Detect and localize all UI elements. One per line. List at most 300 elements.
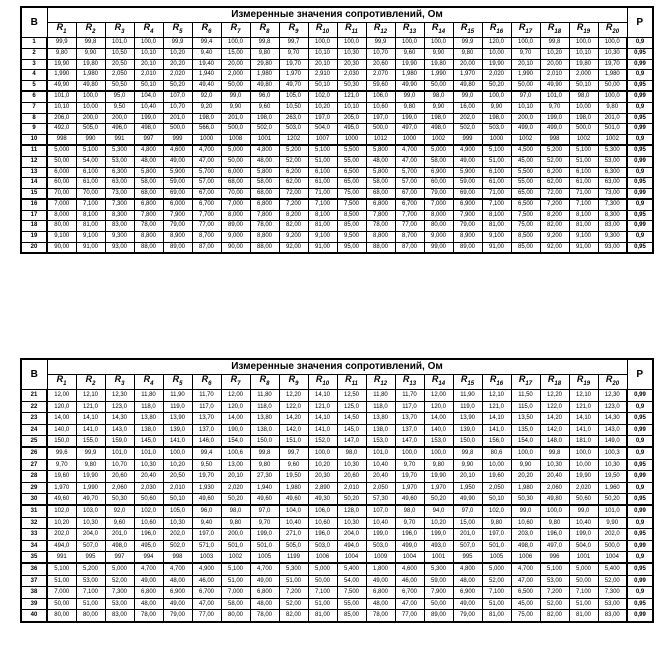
resistance-value: 10,20 [308, 102, 337, 113]
resistance-value: 52,00 [105, 575, 134, 586]
resistance-value: 5,000 [221, 145, 250, 156]
b-header: B [21, 7, 47, 38]
r-letter: R [315, 22, 323, 32]
resistance-value: 99,8 [453, 447, 482, 459]
resistance-value: 81,00 [308, 610, 337, 622]
resistance-value: 14,10 [569, 413, 598, 424]
resistance-value: 105,0 [163, 505, 192, 517]
resistance-value: 571,0 [192, 540, 221, 551]
row-number: 2 [21, 48, 47, 59]
resistance-value: 5,700 [395, 167, 424, 178]
resistance-value: 10,00 [482, 48, 511, 59]
resistance-value: 499,0 [540, 124, 569, 135]
probability-value: 0,99 [627, 59, 653, 70]
resistance-value: 1005 [250, 552, 279, 564]
resistance-value: 50,10 [482, 494, 511, 506]
resistance-value: 99,9 [47, 38, 76, 49]
resistance-value: 196,0 [308, 529, 337, 540]
resistance-value: 5,200 [540, 145, 569, 156]
resistance-value: 19,80 [76, 59, 105, 70]
resistance-value: 10,20 [163, 48, 192, 59]
resistance-value: 14,10 [482, 413, 511, 424]
resistance-value: 100,6 [221, 447, 250, 459]
resistance-value: 49,90 [540, 80, 569, 91]
resistance-value: 48,00 [453, 575, 482, 586]
resistance-value: 99,9 [76, 447, 105, 459]
r-column-header [105, 375, 134, 390]
resistance-value: 496,0 [105, 124, 134, 135]
table-row [21, 471, 653, 482]
resistance-value: 7,700 [395, 210, 424, 221]
row-number: 3 [21, 59, 47, 70]
probability-value: 0,99 [627, 610, 653, 622]
r-letter: R [143, 22, 151, 32]
resistance-value: 4,700 [192, 145, 221, 156]
resistance-value: 7,300 [105, 587, 134, 598]
table-row [21, 156, 653, 167]
resistance-value: 151,0 [279, 436, 308, 448]
resistance-value: 20,00 [453, 59, 482, 70]
probability-value: 0,99 [627, 575, 653, 586]
resistance-value: 82,00 [279, 610, 308, 622]
resistance-value: 1004 [598, 552, 627, 564]
resistance-value: 98,0 [424, 91, 453, 102]
resistance-value: 498,0 [424, 124, 453, 135]
r-column-header [598, 23, 627, 38]
resistance-value: 6,800 [366, 199, 395, 210]
resistance-value: 92,0 [192, 91, 221, 102]
r-letter: R [518, 374, 526, 384]
probability-value: 0,95 [627, 563, 653, 575]
resistance-value: 9,70 [395, 459, 424, 470]
probability-value: 0,9 [627, 447, 653, 459]
resistance-value: 100,0 [134, 38, 163, 49]
resistance-value: 201,0 [163, 113, 192, 124]
resistance-value: 9,80 [250, 48, 279, 59]
row-number: 13 [21, 167, 47, 178]
r-letter: R [315, 374, 323, 384]
resistance-value: 51,00 [221, 575, 250, 586]
resistance-value: 63,00 [105, 178, 134, 189]
resistance-value: 100,0 [337, 38, 366, 49]
resistance-value: 125,0 [337, 401, 366, 412]
r-index: 2 [92, 28, 96, 35]
r-letter: R [230, 374, 238, 384]
r-index: 18 [554, 380, 562, 387]
resistance-value: 121,0 [76, 401, 105, 412]
resistance-value: 501,0 [482, 540, 511, 551]
resistance-value: 6,500 [511, 199, 540, 210]
resistance-value: 9,90 [482, 102, 511, 113]
resistance-value: 998 [540, 134, 569, 145]
table-row [21, 124, 653, 135]
resistance-value: 10,10 [134, 48, 163, 59]
r-index: 9 [295, 28, 299, 35]
resistance-value: 7,100 [76, 199, 105, 210]
resistance-value: 98,0 [337, 447, 366, 459]
resistance-value: 143,0 [598, 424, 627, 435]
resistance-value: 4,700 [134, 563, 163, 575]
resistance-value: 6,200 [540, 167, 569, 178]
r-column-header [308, 23, 337, 38]
resistance-value: 89,00 [163, 242, 192, 253]
resistance-value: 58,00 [424, 156, 453, 167]
resistance-value: 9,000 [424, 232, 453, 243]
probability-value: 0,99 [627, 156, 653, 167]
resistance-value: 1002 [424, 134, 453, 145]
resistance-value: 2,020 [569, 482, 598, 493]
resistance-value: 156,0 [482, 436, 511, 448]
resistance-value: 19,70 [598, 59, 627, 70]
resistance-value: 50,10 [569, 80, 598, 91]
resistance-value: 9,300 [598, 232, 627, 243]
resistance-value: 99,0 [453, 91, 482, 102]
table-row [21, 38, 653, 49]
resistance-value: 99,9 [366, 38, 395, 49]
table-row [21, 113, 653, 124]
resistance-value: 4,500 [511, 145, 540, 156]
resistance-value: 148,0 [540, 436, 569, 448]
resistance-value: 52,00 [482, 575, 511, 586]
table-row [21, 91, 653, 102]
resistance-value: 1,980 [511, 482, 540, 493]
resistance-value: 65,00 [511, 188, 540, 199]
p-header: P [627, 359, 653, 390]
resistance-value: 58,00 [366, 178, 395, 189]
r-index: 6 [208, 380, 212, 387]
resistance-value: 99,0 [511, 505, 540, 517]
resistance-value: 5,100 [482, 145, 511, 156]
resistance-value: 8,100 [76, 210, 105, 221]
resistance-value: 995 [76, 552, 105, 564]
resistance-value: 68,00 [250, 188, 279, 199]
resistance-value: 6,100 [308, 167, 337, 178]
resistance-value: 51,00 [47, 575, 76, 586]
row-number: 24 [21, 424, 47, 435]
probability-value: 0,95 [627, 242, 653, 253]
table-row [21, 552, 653, 564]
row-number: 34 [21, 540, 47, 551]
r-column-header [76, 23, 105, 38]
resistance-value: 9,80 [395, 102, 424, 113]
resistance-value: 19,50 [279, 471, 308, 482]
resistance-value: 19,70 [192, 471, 221, 482]
resistance-value: 90,00 [47, 242, 76, 253]
resistance-value: 7,100 [482, 199, 511, 210]
resistance-value: 118,0 [366, 401, 395, 412]
resistance-value: 19,80 [424, 59, 453, 70]
resistance-value: 138,0 [250, 424, 279, 435]
resistance-value: 49,30 [308, 494, 337, 506]
resistance-value: 7,200 [540, 587, 569, 598]
resistance-value: 91,00 [76, 242, 105, 253]
resistance-value: 50,10 [163, 494, 192, 506]
resistance-value: 2,060 [105, 482, 134, 493]
resistance-value: 123,0 [598, 401, 627, 412]
r-index: 17 [525, 28, 533, 35]
resistance-value: 1,990 [511, 70, 540, 81]
resistance-value: 14,00 [47, 413, 76, 424]
probability-value: 0,95 [627, 459, 653, 470]
resistance-value: 2,000 [569, 70, 598, 81]
resistance-value: 49,60 [47, 494, 76, 506]
resistance-value: 1,970 [47, 482, 76, 493]
resistance-value: 50,20 [163, 80, 192, 91]
resistance-value: 13,80 [134, 413, 163, 424]
resistance-value: 49,00 [163, 598, 192, 609]
resistance-value: 143,0 [105, 424, 134, 435]
resistance-value: 503,0 [279, 124, 308, 135]
resistance-value: 9,90 [598, 517, 627, 528]
resistance-value: 1002 [511, 134, 540, 145]
resistance-value: 12,50 [337, 390, 366, 401]
resistance-value: 9,80 [424, 459, 453, 470]
resistance-value: 54,00 [337, 575, 366, 586]
resistance-value: 71,00 [308, 188, 337, 199]
r-letter: R [402, 374, 410, 384]
resistance-value: 4,700 [250, 563, 279, 575]
probability-value: 0,99 [627, 424, 653, 435]
resistance-value: 5,700 [192, 167, 221, 178]
resistance-value: 5,100 [221, 563, 250, 575]
resistance-value: 1000 [192, 134, 221, 145]
table-row [21, 134, 653, 145]
resistance-value: 100,0 [598, 38, 627, 49]
row-number: 22 [21, 401, 47, 412]
table-row [21, 70, 653, 81]
resistance-value: 10,60 [308, 517, 337, 528]
resistance-value: 2,050 [366, 482, 395, 493]
r-index: 2 [92, 380, 96, 387]
resistance-value: 49,70 [76, 494, 105, 506]
resistance-value: 48,00 [366, 598, 395, 609]
resistance-value: 128,0 [337, 505, 366, 517]
resistance-value: 8,800 [250, 232, 279, 243]
resistance-value: 47,00 [511, 575, 540, 586]
table-row [21, 390, 653, 401]
table-row [21, 563, 653, 575]
resistance-value: 49,60 [279, 494, 308, 506]
resistance-value: 99,7 [279, 38, 308, 49]
resistance-value: 78,00 [134, 610, 163, 622]
resistance-value: 6,900 [453, 587, 482, 598]
resistance-value: 85,00 [511, 242, 540, 253]
resistance-value: 67,00 [192, 188, 221, 199]
resistance-value: 11,90 [453, 390, 482, 401]
resistance-value: 20,50 [105, 59, 134, 70]
resistance-value: 45,00 [511, 156, 540, 167]
resistance-value: 492,0 [47, 124, 76, 135]
resistance-value: 5,900 [163, 167, 192, 178]
resistance-value: 20,30 [337, 59, 366, 70]
resistance-value: 5,500 [511, 167, 540, 178]
resistance-value: 142,0 [279, 424, 308, 435]
r-column-header [279, 375, 308, 390]
row-number: 16 [21, 199, 47, 210]
resistance-value: 7,100 [569, 587, 598, 598]
resistance-value: 6,500 [337, 167, 366, 178]
probability-value: 0,95 [627, 48, 653, 59]
r-letter: R [114, 374, 122, 384]
resistance-value: 20,20 [511, 471, 540, 482]
resistance-value: 6,200 [279, 167, 308, 178]
r-letter: R [460, 374, 468, 384]
r-column-header [76, 375, 105, 390]
resistance-value: 6,900 [453, 199, 482, 210]
probability-value: 0,9 [627, 38, 653, 49]
resistance-value: 83,00 [105, 610, 134, 622]
resistance-value: 12,20 [279, 390, 308, 401]
resistance-value: 5,400 [337, 563, 366, 575]
probability-value: 0,95 [627, 178, 653, 189]
resistance-value: 149,0 [598, 436, 627, 448]
resistance-value: 10,10 [511, 102, 540, 113]
resistance-value: 12,00 [424, 390, 453, 401]
resistance-value: 20,10 [453, 471, 482, 482]
resistance-value: 9,40 [192, 48, 221, 59]
resistance-value: 154,0 [221, 436, 250, 448]
resistance-value: 13,70 [395, 413, 424, 424]
resistance-value: 20,00 [221, 59, 250, 70]
resistance-value: 91,00 [308, 242, 337, 253]
probability-value: 0,99 [627, 124, 653, 135]
table-title: Измеренные значения сопротивлений, Ом [47, 359, 627, 375]
resistance-value: 75,00 [511, 221, 540, 232]
resistance-value: 1000 [482, 134, 511, 145]
resistance-value: 78,00 [250, 610, 279, 622]
resistance-value: 9,80 [221, 517, 250, 528]
r-letter: R [547, 22, 555, 32]
resistance-value: 13,80 [366, 413, 395, 424]
r-letter: R [547, 374, 555, 384]
resistance-value: 20,10 [511, 59, 540, 70]
resistance-value: 10,30 [163, 517, 192, 528]
resistance-value: 6,500 [511, 587, 540, 598]
resistance-value: 92,00 [540, 242, 569, 253]
resistance-value: 53,00 [540, 575, 569, 586]
resistance-value: 89,00 [424, 610, 453, 622]
resistance-value: 81,00 [569, 610, 598, 622]
resistance-value: 10,30 [337, 517, 366, 528]
resistance-value: 53,00 [598, 598, 627, 609]
resistance-value: 202,0 [453, 113, 482, 124]
resistance-value: 6,800 [134, 587, 163, 598]
resistance-value: 67,00 [395, 188, 424, 199]
resistance-value: 69,00 [453, 188, 482, 199]
r-column-header [337, 375, 366, 390]
r-letter: R [288, 374, 296, 384]
resistance-value: 9,90 [424, 102, 453, 113]
resistance-value: 5,900 [453, 167, 482, 178]
resistance-value: 7,500 [511, 210, 540, 221]
resistance-value: 12,00 [221, 390, 250, 401]
resistance-value: 9,60 [250, 102, 279, 113]
resistance-value: 141,0 [569, 424, 598, 435]
resistance-value: 7,900 [424, 587, 453, 598]
resistance-value: 14,10 [308, 390, 337, 401]
resistance-value: 1000 [395, 134, 424, 145]
r-index: 4 [150, 380, 154, 387]
resistance-value: 49,00 [250, 575, 279, 586]
resistance-value: 100,0 [569, 447, 598, 459]
resistance-value: 80,6 [482, 447, 511, 459]
resistance-value: 997 [105, 552, 134, 564]
resistance-value: 5,000 [569, 563, 598, 575]
resistance-value: 93,00 [105, 242, 134, 253]
resistance-value: 7,300 [598, 587, 627, 598]
resistance-value: 202,0 [47, 529, 76, 540]
resistance-value: 59,60 [366, 80, 395, 91]
resistance-value: 49,90 [453, 494, 482, 506]
resistance-value: 10,50 [105, 48, 134, 59]
resistance-value: 504,0 [308, 124, 337, 135]
resistance-value: 10,40 [134, 102, 163, 113]
resistance-value: 1202 [279, 134, 308, 145]
row-number: 18 [21, 221, 47, 232]
resistance-value: 49,60 [395, 494, 424, 506]
resistance-value: 19,90 [482, 59, 511, 70]
resistance-value: 1001 [250, 134, 279, 145]
resistance-value: 6,800 [250, 587, 279, 598]
resistance-value: 2,030 [134, 482, 163, 493]
resistance-value: 5,100 [76, 145, 105, 156]
resistance-value: 97,0 [453, 505, 482, 517]
resistance-value: 120,0 [424, 401, 453, 412]
resistance-value: 1003 [192, 552, 221, 564]
resistance-value: 49,00 [453, 598, 482, 609]
probability-value: 0,95 [627, 145, 653, 156]
resistance-value: 199,0 [540, 113, 569, 124]
resistance-value: 494,0 [337, 540, 366, 551]
row-number: 9 [21, 124, 47, 135]
resistance-value: 150,0 [250, 436, 279, 448]
resistance-value: 20,10 [134, 59, 163, 70]
r-index: 11 [351, 380, 358, 387]
resistance-value: 197,0 [192, 529, 221, 540]
resistance-value: 50,20 [598, 494, 627, 506]
resistance-value: 5,800 [366, 167, 395, 178]
resistance-value: 9,70 [250, 517, 279, 528]
r-column-header [47, 375, 76, 390]
resistance-value: 19,70 [395, 471, 424, 482]
resistance-value: 4,800 [250, 145, 279, 156]
resistance-value: 51,00 [569, 598, 598, 609]
resistance-value: 8,000 [424, 210, 453, 221]
resistance-value: 52,00 [279, 156, 308, 167]
resistance-value: 5,000 [482, 563, 511, 575]
resistance-value: 1006 [308, 552, 337, 564]
resistance-value: 121,0 [308, 401, 337, 412]
r-letter: R [201, 22, 209, 32]
resistance-value: 50,00 [47, 598, 76, 609]
probability-value: 0,99 [627, 390, 653, 401]
resistance-value: 10,30 [540, 459, 569, 470]
resistance-value: 1002 [569, 134, 598, 145]
resistance-value: 99,0 [395, 91, 424, 102]
r-letter: R [345, 22, 352, 32]
resistance-value: 141,0 [308, 424, 337, 435]
probability-value: 0,9 [627, 587, 653, 598]
resistance-value: 12,30 [598, 390, 627, 401]
resistance-value: 14,00 [221, 413, 250, 424]
resistance-value: 100,0 [540, 505, 569, 517]
resistance-value: 497,0 [540, 540, 569, 551]
resistance-value: 998 [47, 134, 76, 145]
resistance-value: 81,00 [308, 221, 337, 232]
resistance-value: 99,8 [250, 447, 279, 459]
table-row [21, 575, 653, 586]
resistance-value: 8,900 [163, 232, 192, 243]
